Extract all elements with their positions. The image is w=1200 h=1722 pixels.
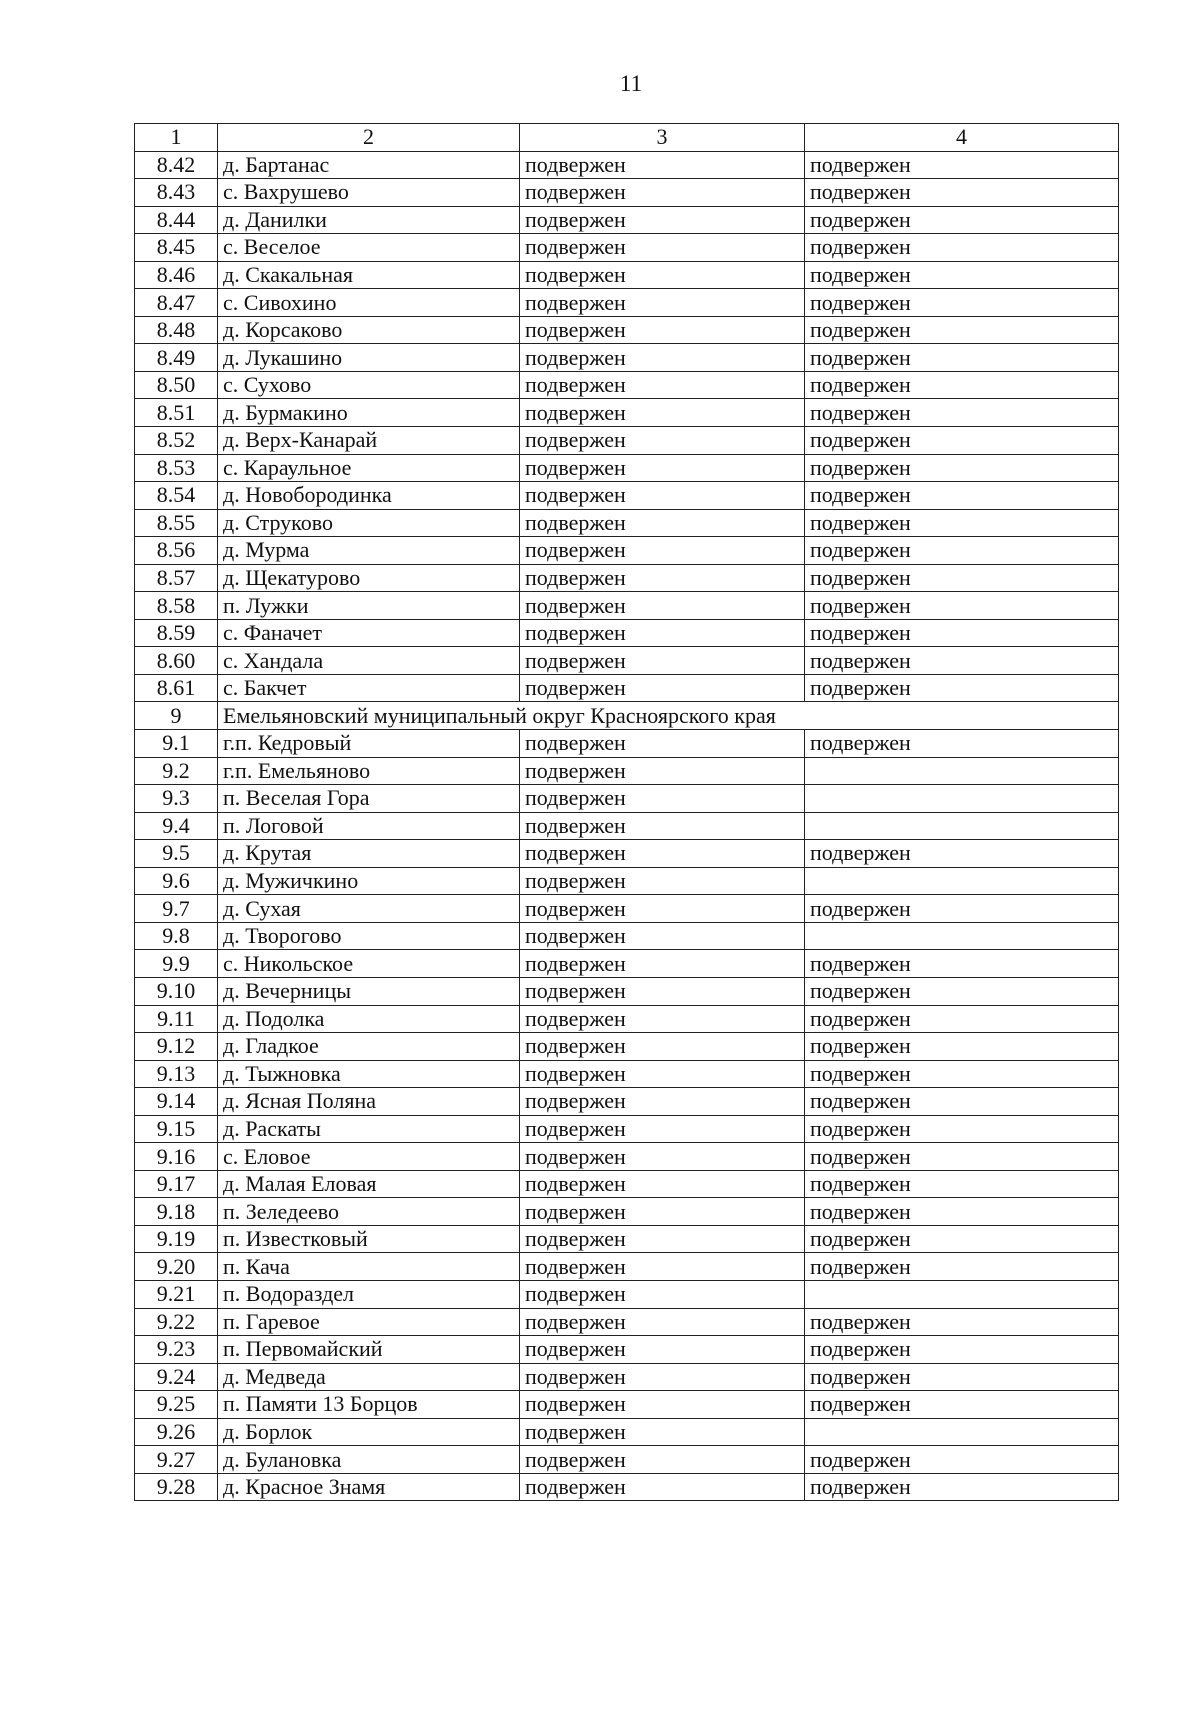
table-row	[135, 1418, 1119, 1446]
table-row	[135, 840, 1119, 868]
settlement-name: д. Новобородинка	[218, 482, 520, 510]
table-row	[135, 1005, 1119, 1033]
settlement-name: п. Известковый	[218, 1225, 520, 1253]
row-number: 8.54	[135, 482, 218, 510]
row-number: 9.16	[135, 1143, 218, 1171]
table-row	[135, 371, 1119, 399]
table-body	[135, 124, 1119, 1501]
row-number: 9.28	[135, 1473, 218, 1501]
settlement-name: д. Тыжновка	[218, 1060, 520, 1088]
settlement-name: д. Бартанас	[218, 151, 520, 179]
settlement-name: п. Гаревое	[218, 1308, 520, 1336]
settlement-name: д. Борлок	[218, 1418, 520, 1446]
row-number: 8.58	[135, 592, 218, 620]
column-4-value: подвержен	[805, 1005, 1119, 1033]
column-4-value: подвержен	[805, 537, 1119, 565]
header-cell-1: 1	[135, 124, 218, 152]
table-row	[135, 730, 1119, 758]
settlements-table	[134, 123, 1119, 1501]
settlement-name: г.п. Кедровый	[218, 730, 520, 758]
row-number: 9.17	[135, 1170, 218, 1198]
table-row	[135, 1446, 1119, 1474]
settlement-name: д. Булановка	[218, 1446, 520, 1474]
table-row	[135, 1088, 1119, 1116]
column-3-value: подвержен	[520, 289, 805, 317]
column-4-value: подвержен	[805, 1088, 1119, 1116]
column-4-value: подвержен	[805, 1336, 1119, 1364]
column-3-value: подвержен	[520, 537, 805, 565]
column-4-value: подвержен	[805, 151, 1119, 179]
column-3-value: подвержен	[520, 1198, 805, 1226]
settlement-name: п. Логовой	[218, 812, 520, 840]
settlement-name: д. Подолка	[218, 1005, 520, 1033]
column-3-value: подвержен	[520, 950, 805, 978]
row-number: 8.53	[135, 454, 218, 482]
column-3-value: подвержен	[520, 1336, 805, 1364]
column-3-value: подвержен	[520, 1225, 805, 1253]
column-4-value: подвержен	[805, 482, 1119, 510]
column-4-value: подвержен	[805, 1253, 1119, 1281]
row-number: 8.59	[135, 619, 218, 647]
column-3-value: подвержен	[520, 261, 805, 289]
row-number: 8.42	[135, 151, 218, 179]
row-number: 9.9	[135, 950, 218, 978]
settlement-name: с. Хандала	[218, 647, 520, 675]
row-number: 9.20	[135, 1253, 218, 1281]
column-3-value: подвержен	[520, 344, 805, 372]
table-row	[135, 1198, 1119, 1226]
row-number: 8.60	[135, 647, 218, 675]
row-number: 8.61	[135, 674, 218, 702]
column-3-value: подвержен	[520, 757, 805, 785]
settlement-name: д. Скакальная	[218, 261, 520, 289]
row-number: 9.22	[135, 1308, 218, 1336]
section-title: Емельяновский муниципальный округ Красноярского края	[218, 702, 1119, 730]
table-row	[135, 1280, 1119, 1308]
column-4-value: подвержен	[805, 1033, 1119, 1061]
settlement-name: д. Ясная Поляна	[218, 1088, 520, 1116]
row-number: 9.3	[135, 785, 218, 813]
table-row	[135, 1115, 1119, 1143]
table-row	[135, 564, 1119, 592]
column-4-value: подвержен	[805, 730, 1119, 758]
column-3-value: подвержен	[520, 1170, 805, 1198]
settlement-name: д. Мужичкино	[218, 867, 520, 895]
settlement-name: д. Малая Еловая	[218, 1170, 520, 1198]
column-4-value: подвержен	[805, 895, 1119, 923]
column-4-value: подвержен	[805, 179, 1119, 207]
settlement-name: с. Веселое	[218, 234, 520, 262]
row-number: 9.7	[135, 895, 218, 923]
column-3-value: подвержен	[520, 234, 805, 262]
table-row	[135, 785, 1119, 813]
row-number: 9.18	[135, 1198, 218, 1226]
row-number: 9.11	[135, 1005, 218, 1033]
column-3-value: подвержен	[520, 427, 805, 455]
column-4-value: подвержен	[805, 427, 1119, 455]
settlement-name: д. Сухая	[218, 895, 520, 923]
table-header-row	[135, 124, 1119, 152]
column-4-value	[805, 785, 1119, 813]
table-row	[135, 399, 1119, 427]
settlement-name: п. Зеледеево	[218, 1198, 520, 1226]
table-row	[135, 1170, 1119, 1198]
row-number: 9.10	[135, 977, 218, 1005]
table-row	[135, 1473, 1119, 1501]
section-number: 9	[135, 702, 218, 730]
table-row	[135, 316, 1119, 344]
row-number: 8.52	[135, 427, 218, 455]
column-4-value: подвержен	[805, 1363, 1119, 1391]
table-row	[135, 427, 1119, 455]
settlement-name: п. Кача	[218, 1253, 520, 1281]
table-row	[135, 1308, 1119, 1336]
column-4-value: подвержен	[805, 1473, 1119, 1501]
settlement-name: д. Мурма	[218, 537, 520, 565]
settlement-name: п. Памяти 13 Борцов	[218, 1391, 520, 1419]
row-number: 8.51	[135, 399, 218, 427]
column-4-value	[805, 867, 1119, 895]
column-4-value: подвержен	[805, 454, 1119, 482]
column-3-value: подвержен	[520, 812, 805, 840]
row-number: 9.19	[135, 1225, 218, 1253]
table-row	[135, 592, 1119, 620]
row-number: 9.14	[135, 1088, 218, 1116]
column-3-value: подвержен	[520, 371, 805, 399]
settlement-name: с. Никольское	[218, 950, 520, 978]
row-number: 8.44	[135, 206, 218, 234]
column-4-value: подвержен	[805, 564, 1119, 592]
column-4-value: подвержен	[805, 206, 1119, 234]
column-3-value: подвержен	[520, 454, 805, 482]
settlement-name: д. Лукашино	[218, 344, 520, 372]
column-3-value: подвержен	[520, 840, 805, 868]
settlement-name: д. Красное Знамя	[218, 1473, 520, 1501]
column-3-value: подвержен	[520, 1446, 805, 1474]
column-4-value: подвержен	[805, 977, 1119, 1005]
column-4-value: подвержен	[805, 1170, 1119, 1198]
settlement-name: д. Вечерницы	[218, 977, 520, 1005]
row-number: 8.49	[135, 344, 218, 372]
column-3-value: подвержен	[520, 564, 805, 592]
table-row	[135, 454, 1119, 482]
row-number: 8.50	[135, 371, 218, 399]
row-number: 9.4	[135, 812, 218, 840]
row-number: 9.21	[135, 1280, 218, 1308]
column-4-value: подвержен	[805, 371, 1119, 399]
column-3-value: подвержен	[520, 977, 805, 1005]
column-4-value: подвержен	[805, 840, 1119, 868]
row-number: 9.24	[135, 1363, 218, 1391]
column-3-value: подвержен	[520, 619, 805, 647]
column-4-value: подвержен	[805, 950, 1119, 978]
column-3-value: подвержен	[520, 1115, 805, 1143]
row-number: 8.56	[135, 537, 218, 565]
column-4-value: подвержен	[805, 1198, 1119, 1226]
column-4-value	[805, 812, 1119, 840]
column-3-value: подвержен	[520, 509, 805, 537]
settlement-name: д. Медведа	[218, 1363, 520, 1391]
row-number: 9.8	[135, 922, 218, 950]
column-4-value: подвержен	[805, 509, 1119, 537]
settlement-name: д. Верх-Канарай	[218, 427, 520, 455]
table-row	[135, 1033, 1119, 1061]
table-row	[135, 509, 1119, 537]
column-3-value: подвержен	[520, 399, 805, 427]
row-number: 9.2	[135, 757, 218, 785]
column-3-value: подвержен	[520, 592, 805, 620]
settlement-name: д. Данилки	[218, 206, 520, 234]
header-cell-3: 3	[520, 124, 805, 152]
settlement-name: с. Сивохино	[218, 289, 520, 317]
column-3-value: подвержен	[520, 1033, 805, 1061]
settlement-name: д. Струково	[218, 509, 520, 537]
settlement-name: с. Фаначет	[218, 619, 520, 647]
column-4-value: подвержен	[805, 399, 1119, 427]
column-3-value: подвержен	[520, 1060, 805, 1088]
row-number: 9.15	[135, 1115, 218, 1143]
table-row	[135, 757, 1119, 785]
column-4-value	[805, 757, 1119, 785]
table-row	[135, 950, 1119, 978]
row-number: 8.46	[135, 261, 218, 289]
row-number: 9.6	[135, 867, 218, 895]
settlement-name: с. Еловое	[218, 1143, 520, 1171]
row-number: 8.47	[135, 289, 218, 317]
column-3-value: подвержен	[520, 922, 805, 950]
column-3-value: подвержен	[520, 1418, 805, 1446]
table-row	[135, 1143, 1119, 1171]
column-4-value: подвержен	[805, 1060, 1119, 1088]
table-row	[135, 1253, 1119, 1281]
table-row	[135, 895, 1119, 923]
table-row	[135, 179, 1119, 207]
column-3-value: подвержен	[520, 1308, 805, 1336]
column-3-value: подвержен	[520, 1473, 805, 1501]
column-3-value: подвержен	[520, 1280, 805, 1308]
column-4-value	[805, 922, 1119, 950]
column-3-value: подвержен	[520, 1363, 805, 1391]
column-4-value: подвержен	[805, 316, 1119, 344]
row-number: 8.48	[135, 316, 218, 344]
table-row	[135, 1363, 1119, 1391]
row-number: 9.5	[135, 840, 218, 868]
column-4-value: подвержен	[805, 1143, 1119, 1171]
column-3-value: подвержен	[520, 1143, 805, 1171]
column-4-value: подвержен	[805, 1225, 1119, 1253]
column-4-value: подвержен	[805, 674, 1119, 702]
settlement-name: с. Вахрушево	[218, 179, 520, 207]
settlement-name: д. Крутая	[218, 840, 520, 868]
column-3-value: подвержен	[520, 785, 805, 813]
table-row	[135, 812, 1119, 840]
table-row	[135, 206, 1119, 234]
column-3-value: подвержен	[520, 482, 805, 510]
column-4-value: подвержен	[805, 1446, 1119, 1474]
column-3-value: подвержен	[520, 206, 805, 234]
header-cell-2: 2	[218, 124, 520, 152]
column-3-value: подвержен	[520, 867, 805, 895]
column-4-value: подвержен	[805, 619, 1119, 647]
row-number: 8.55	[135, 509, 218, 537]
column-3-value: подвержен	[520, 730, 805, 758]
column-3-value: подвержен	[520, 1088, 805, 1116]
page-number: 11	[619, 71, 643, 96]
row-number: 9.27	[135, 1446, 218, 1474]
table-row	[135, 1060, 1119, 1088]
table-row	[135, 234, 1119, 262]
row-number: 8.43	[135, 179, 218, 207]
table-row	[135, 261, 1119, 289]
column-3-value: подвержен	[520, 895, 805, 923]
row-number: 9.26	[135, 1418, 218, 1446]
table-row	[135, 1225, 1119, 1253]
table-row	[135, 619, 1119, 647]
table-row	[135, 151, 1119, 179]
column-3-value: подвержен	[520, 674, 805, 702]
settlement-name: д. Гладкое	[218, 1033, 520, 1061]
column-4-value: подвержен	[805, 289, 1119, 317]
settlement-name: д. Щекатурово	[218, 564, 520, 592]
section-row	[135, 702, 1119, 730]
settlement-name: с. Караульное	[218, 454, 520, 482]
settlement-name: п. Водораздел	[218, 1280, 520, 1308]
column-4-value: подвержен	[805, 1115, 1119, 1143]
table-row	[135, 867, 1119, 895]
column-3-value: подвержен	[520, 1005, 805, 1033]
table-row	[135, 344, 1119, 372]
row-number: 9.12	[135, 1033, 218, 1061]
settlement-name: с. Бакчет	[218, 674, 520, 702]
column-4-value: подвержен	[805, 234, 1119, 262]
settlement-name: д. Раскаты	[218, 1115, 520, 1143]
row-number: 9.1	[135, 730, 218, 758]
settlement-name: д. Корсаково	[218, 316, 520, 344]
table-row	[135, 674, 1119, 702]
column-4-value: подвержен	[805, 592, 1119, 620]
table-row	[135, 647, 1119, 675]
row-number: 9.25	[135, 1391, 218, 1419]
column-3-value: подвержен	[520, 179, 805, 207]
row-number: 9.23	[135, 1336, 218, 1364]
table-row	[135, 537, 1119, 565]
column-4-value	[805, 1418, 1119, 1446]
column-3-value: подвержен	[520, 1253, 805, 1281]
table-row	[135, 1336, 1119, 1364]
row-number: 9.13	[135, 1060, 218, 1088]
settlement-name: п. Веселая Гора	[218, 785, 520, 813]
settlement-name: п. Лужки	[218, 592, 520, 620]
row-number: 8.57	[135, 564, 218, 592]
column-3-value: подвержен	[520, 151, 805, 179]
column-4-value: подвержен	[805, 344, 1119, 372]
column-3-value: подвержен	[520, 316, 805, 344]
column-4-value: подвержен	[805, 261, 1119, 289]
column-4-value	[805, 1280, 1119, 1308]
column-3-value: подвержен	[520, 1391, 805, 1419]
settlement-name: д. Бурмакино	[218, 399, 520, 427]
column-4-value: подвержен	[805, 1308, 1119, 1336]
settlement-name: п. Первомайский	[218, 1336, 520, 1364]
table-row	[135, 289, 1119, 317]
row-number: 8.45	[135, 234, 218, 262]
column-4-value: подвержен	[805, 647, 1119, 675]
column-4-value: подвержен	[805, 1391, 1119, 1419]
table-row	[135, 1391, 1119, 1419]
settlement-name: д. Творогово	[218, 922, 520, 950]
table-row	[135, 482, 1119, 510]
table-row	[135, 977, 1119, 1005]
table-row	[135, 922, 1119, 950]
settlement-name: с. Сухово	[218, 371, 520, 399]
header-cell-4: 4	[805, 124, 1119, 152]
settlement-name: г.п. Емельяново	[218, 757, 520, 785]
column-3-value: подвержен	[520, 647, 805, 675]
